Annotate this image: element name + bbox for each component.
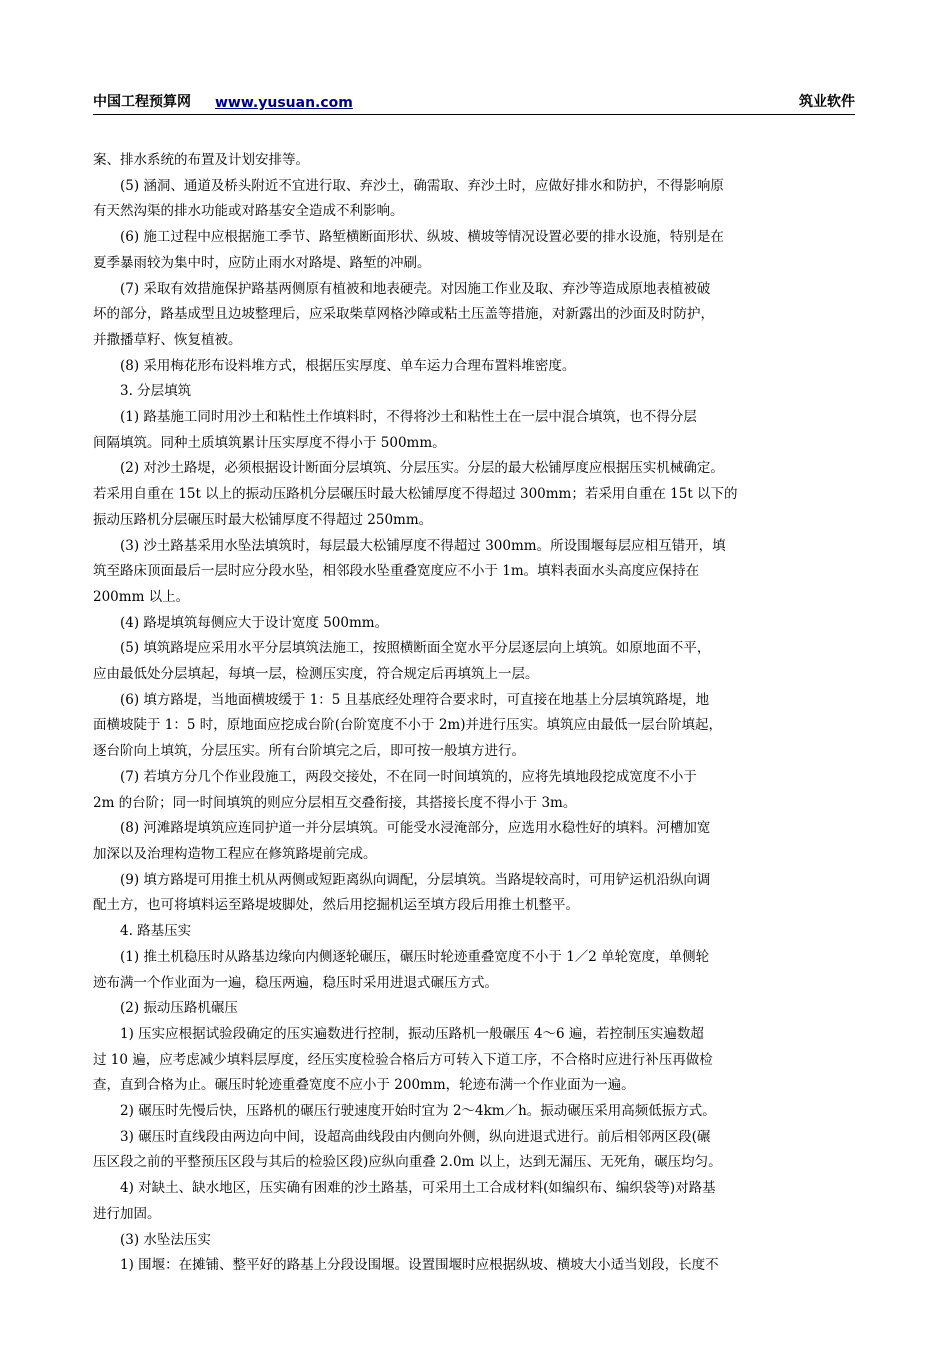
text-line: 4. 路基压实 <box>120 923 192 940</box>
text-line: (2) 振动压路机碾压 <box>120 1000 238 1017</box>
text-line: (1) 路基施工同时用沙土和粘性土作填料时，不得将沙土和粘性土在一层中混合填筑，也不得分层 <box>120 409 697 426</box>
text-line: (7) 若填方分几个作业段施工，两段交接处，不在同一时间填筑的，应将先填地段挖成宽度不小于 <box>120 768 697 785</box>
text-line: 3) 碾压时直线段由两边向中间，设超高曲线段由内侧向外侧，纵向进退式进行。前后相邻两区段(碾 <box>120 1128 711 1145</box>
text-line: (8) 采用梅花形布设料堆方式，根据压实厚度、单车运力合理布置料堆密度。 <box>120 357 576 374</box>
site-name: 中国工程预算网 <box>93 94 191 110</box>
text-line: 并撒播草籽、恢复植被。 <box>93 331 242 348</box>
text-line: 夏季暴雨较为集中时，应防止雨水对路堤、路堑的冲刷。 <box>93 254 431 271</box>
text-line: 有天然沟渠的排水功能或对路基安全造成不利影响。 <box>93 203 404 220</box>
text-line: 2) 碾压时先慢后快，压路机的碾压行驶速度开始时宜为 2～4km／h。振动碾压采用高频低振方式。 <box>120 1103 716 1120</box>
text-line: 面横坡陡于 1：5 时，原地面应挖成台阶(台阶宽度不小于 2m)并进行压实。填筑应由最低一层台阶填起， <box>93 717 722 734</box>
text-line: 压区段之前的平整预压区段与其后的检验区段)应纵向重叠 2.0m 以上，达到无漏压、无死角，碾压均匀。 <box>93 1154 722 1171</box>
text-line: 配土方，也可将填料运至路堤坡脚处，然后用挖掘机运至填方段后用推土机整平。 <box>93 897 579 914</box>
text-line: 逐台阶向上填筑，分层压实。所有台阶填完之后，即可按一般填方进行。 <box>93 743 525 760</box>
text-line: (6) 填方路堤，当地面横坡缓于 1：5 且基底经处理符合要求时，可直接在地基上分层填筑路堤，地 <box>120 691 710 708</box>
text-line: 间隔填筑。同种土质填筑累计压实厚度不得小于 500mm。 <box>93 434 446 451</box>
text-line: 1) 围堰：在摊铺、整平好的路基上分段设围堰。设置围堰时应根据纵坡、横坡大小适当划段，长度不 <box>120 1257 719 1274</box>
text-line: (5) 填筑路堤应采用水平分层填筑法施工，按照横断面全宽水平分层逐层向上填筑。如原地面不平， <box>120 640 711 657</box>
text-line: 4) 对缺土、缺水地区，压实确有困难的沙土路基，可采用土工合成材料(如编织布、编织袋等)对路基 <box>120 1180 716 1197</box>
text-line: 案、排水系统的布置及计划安排等。 <box>93 152 309 168</box>
text-line: (9) 填方路堤可用推土机从两侧或短距离纵向调配，分层填筑。当路堤较高时，可用铲运机沿纵向调 <box>120 871 711 888</box>
text-line: 200mm 以上。 <box>93 588 190 605</box>
text-line: (6) 施工过程中应根据施工季节、路堑横断面形状、纵坡、横坡等情况设置必要的排水设施，特别是在 <box>120 229 724 246</box>
page-header <box>93 92 855 115</box>
text-line: 振动压路机分层碾压时最大松铺厚度不得超过 250mm。 <box>93 511 433 528</box>
brand-name: 筑业软件 <box>799 94 855 110</box>
text-line: 坏的部分，路基成型且边坡整理后，应采取柴草网格沙障或粘土压盖等措施，对新露出的沙面及时防护， <box>93 306 714 323</box>
text-line: 过 10 遍，应考虑减少填料层厚度，经压实度检验合格后方可转入下道工序，不合格时应进行补压再做检 <box>93 1051 713 1068</box>
text-line: (1) 推土机稳压时从路基边缘向内侧逐轮碾压，碾压时轮迹重叠宽度不小于 1／2 单轮宽度，单侧轮 <box>120 948 710 965</box>
text-line: (5) 涵洞、通道及桥头附近不宜进行取、弃沙土，确需取、弃沙土时，应做好排水和防护，不得影响原 <box>120 177 724 194</box>
text-line: 若采用自重在 15t 以上的振动压路机分层碾压时最大松铺厚度不得超过 300mm；若采用自重在 15t 以下的 <box>93 486 738 503</box>
text-line: (3) 沙土路基采用水坠法填筑时，每层最大松铺厚度不得超过 300mm。所设围堰每层应相互错开，填 <box>120 537 726 554</box>
text-line: 1) 压实应根据试验段确定的压实遍数进行控制，振动压路机一般碾压 4～6 遍，若控制压实遍数超 <box>120 1025 704 1042</box>
text-line: 进行加固。 <box>93 1205 161 1222</box>
document-body <box>93 148 861 1279</box>
site-url-link[interactable]: www.yusuan.com <box>215 95 353 111</box>
text-line: 加深以及治理构造物工程应在修筑路堤前完成。 <box>93 845 377 862</box>
text-line: (8) 河滩路堤填筑应连同护道一并分层填筑。可能受水浸淹部分，应选用水稳性好的填料。河槽加宽 <box>120 820 711 837</box>
text-line: (7) 采取有效措施保护路基两侧原有植被和地表硬壳。对因施工作业及取、弃沙等造成原地表植被破 <box>120 280 711 297</box>
text-line: 筑至路床顶面最后一层时应分段水坠，相邻段水坠重叠宽度应不小于 1m。填料表面水头高度应保持在 <box>93 563 700 580</box>
text-line: (3) 水坠法压实 <box>120 1231 211 1248</box>
text-line: 3. 分层填筑 <box>120 383 192 400</box>
text-line: 应由最低处分层填起，每填一层，检测压实度，符合规定后再填筑上一层。 <box>93 666 539 683</box>
text-line: (2) 对沙土路堤，必须根据设计断面分层填筑、分层压实。分层的最大松铺厚度应根据压实机械确定。 <box>120 460 724 477</box>
text-line: (4) 路堤填筑每侧应大于设计宽度 500mm。 <box>120 614 389 631</box>
text-line: 迹布满一个作业面为一遍，稳压两遍，稳压时采用进退式碾压方式。 <box>93 974 498 991</box>
text-line: 查，直到合格为止。碾压时轮迹重叠宽度不应小于 200mm，轮迹布满一个作业面为一遍。 <box>93 1077 635 1094</box>
text-line: 2m 的台阶；同一时间填筑的则应分层相互交叠衔接，其搭接长度不得小于 3m。 <box>93 794 577 811</box>
